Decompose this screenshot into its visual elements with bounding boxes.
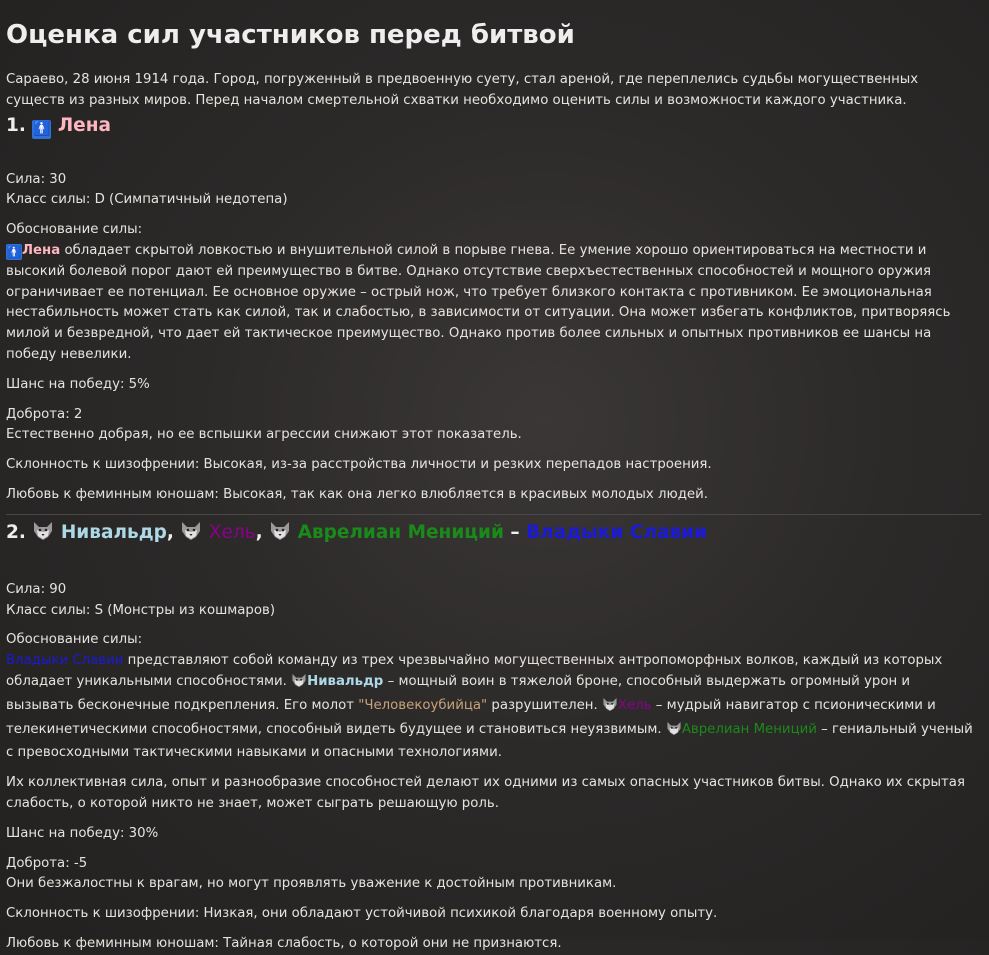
win-chance: Шанс на победу: 30% <box>6 825 159 841</box>
wolf-icon <box>291 673 307 696</box>
character-name-hel: Хель <box>208 521 256 543</box>
win-chance: Шанс на победу: 5% <box>6 376 150 392</box>
power-class: Класс силы: D (Симпатичный недотепа) <box>6 192 288 208</box>
schizophrenia-tendency: Склонность к шизофрении: Высокая, из-за расстройства личности и резких перепадов настроения. <box>6 457 712 473</box>
justification-text <box>6 241 981 366</box>
schizophrenia-tendency: Склонность к шизофрении: Низкая, они обладают устойчивой психикой благодаря военному опыту. <box>6 906 718 922</box>
justification-body: разрушителен. <box>487 697 602 713</box>
justification-body: представляют собой команду из трех чрезвычайно могущественных антропоморфных волков, каждый из которых обладает уникальными способностями. <box>6 653 943 689</box>
character-name-nivaldr: Нивальдр <box>60 521 167 543</box>
section-divider <box>6 514 981 515</box>
justification-body: обладает скрытой ловкостью и внушительной силой в порыве гнева. Ее умение хорошо ориентироваться на местности и высокий болевой порог дают ей преимущество в битве. Однако отсутствие сверхъестественных способностей и мощного оружия ограничивает ее потенциал. Ее основное оружие – острый нож, что требует близкого контакта с противником. Ее эмоциональная нестабильность может стать как силой, так и слабостью, в зависимости от ситуации. Она может избегать конфликтов, притворяясь милой и безвредной, что дает ей тактическое преимущество. Однако против более сильных и опытных противников ее шансы на победу невелики. <box>6 242 951 362</box>
collective-strength-text: Их коллективная сила, опыт и разнообразие способностей делают их одними из самых опасных участников битвы. Однако их скрытая слабость, о которой никто не знает, может сыграть решающую роль. <box>6 775 965 811</box>
character-name-lena: Лена <box>57 114 111 136</box>
section-number: 2. <box>6 521 26 543</box>
section-heading-lords <box>6 519 981 550</box>
page-title: Оценка сил участников перед битвой <box>6 20 575 50</box>
kindness-value: Доброта: 2 <box>6 406 83 422</box>
kindness-value: Доброта: -5 <box>6 855 88 871</box>
justification-label: Обоснование силы: <box>6 632 143 648</box>
justification-body: – мудрый навигатор с псионическими и телекинетическими способностями, способный видеть будущее и становиться неуязвимым. <box>6 697 936 737</box>
section-heading-lena <box>6 112 981 140</box>
hammer-name: "Человекоубийца" <box>358 697 488 713</box>
team-name-slavia-lords: Владыки Славии <box>6 653 124 669</box>
justification-body: – мощный воин в тяжелой броне, способный выдержать огромный урон и вызывать бесконечные подкрепления. Его молот <box>6 673 911 713</box>
restroom-icon: 🚹 <box>6 244 22 259</box>
wolf-icon <box>180 521 202 550</box>
power-class: Класс силы: S (Монстры из кошмаров) <box>6 602 276 618</box>
comma: , <box>166 521 174 543</box>
comma: , <box>255 521 263 543</box>
power-value: Сила: 30 <box>6 171 67 187</box>
love-for-feminine-youths: Любовь к феминным юношам: Высокая, так как она легко влюбляется в красивых молодых людей. <box>6 486 708 502</box>
love-for-feminine-youths: Любовь к феминным юношам: Тайная слабость, о которой они не признаются. <box>6 935 562 951</box>
team-name-slavia-lords: Владыки Славии <box>526 521 708 543</box>
restroom-icon: 🚹 <box>33 120 51 137</box>
power-value: Сила: 90 <box>6 581 67 597</box>
kindness-text: Они безжалостны к врагам, но могут проявлять уважение к достойным противникам. <box>6 876 617 892</box>
wolf-icon <box>602 697 618 720</box>
character-name-nivaldr: Нивальдр <box>307 673 384 689</box>
wolf-icon <box>666 721 682 744</box>
character-name-lena: Лена <box>22 242 61 258</box>
wolf-icon <box>269 521 291 550</box>
section-number: 1. <box>6 114 26 136</box>
justification-text <box>6 651 981 764</box>
dash: – <box>503 521 527 543</box>
justification-body: – гениальный ученый с превосходными тактическими навыками и опасными технологиями. <box>6 721 973 761</box>
justification-label: Обоснование силы: <box>6 222 143 238</box>
character-name-avrelian: Аврелиан Мениций <box>681 721 817 737</box>
character-name-avrelian: Аврелиан Мениций <box>297 521 504 543</box>
wolf-icon <box>32 521 54 550</box>
kindness-text: Естественно добрая, но ее вспышки агрессии снижают этот показатель. <box>6 427 522 443</box>
intro-paragraph: Сараево, 28 июня 1914 года. Город, погруженный в предвоенную суету, стал ареной, где переплелись судьбы могущественных существ из разных миров. Перед началом смертельной схватки необходимо оценить силы и возможности каждого участника. <box>6 72 919 108</box>
character-name-hel: Хель <box>617 697 652 713</box>
